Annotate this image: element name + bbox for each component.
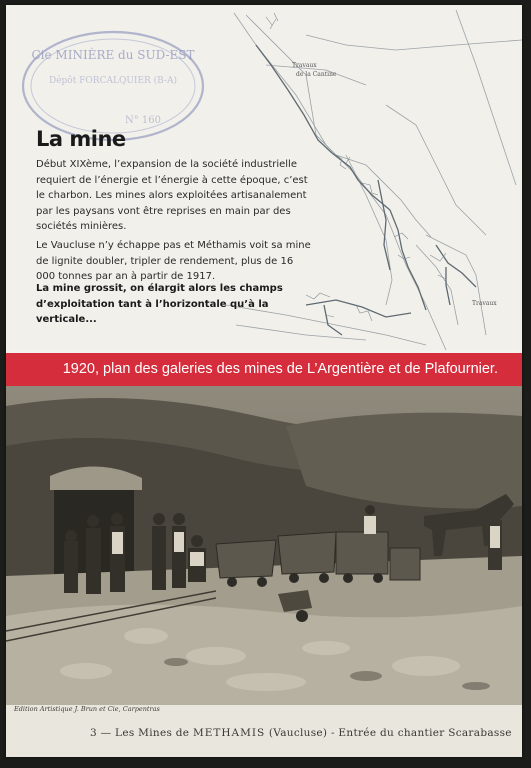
map-caption-banner: [6, 353, 522, 386]
banner-text: 1920, plan des galeries des mines de L’Argentière et de Plafournier.: [62, 361, 498, 377]
historic-mine-photo: [6, 386, 522, 706]
vaucluse-paragraph: Le Vaucluse n’y échappe pas et Méthamis voit sa mine de lignite doubler, tripler de rendement, plus de 16 000 tonnes par an à partir de 1917.: [36, 240, 311, 282]
svg-text:de la Cantine: de la Cantine: [296, 71, 337, 78]
svg-text:N° 160: N° 160: [124, 115, 162, 126]
svg-text:Cie MINIÈRE du SUD-EST: Cie MINIÈRE du SUD-EST: [31, 48, 195, 62]
information-panel: [6, 5, 522, 757]
intro-paragraph: Début XIXème, l’expansion de la société industrielle requiert de l’énergie et l’énergie à cette époque, c’est le charbon. Les mines alors exploitées artisanalement par les paysans vont être reprises en main par des sociétés minières.: [36, 159, 308, 232]
photo-caption: [90, 727, 512, 739]
caption-place: METHAMIS: [192, 727, 266, 739]
expansion-paragraph: La mine grossit, on élargit alors les champs d’exploitation tant à l’horizontale qu’à la verticale...: [36, 283, 283, 325]
svg-text:Travaux: Travaux: [292, 62, 317, 69]
caption-suffix: (Vaucluse) - Entrée du chantier Scarabasse: [268, 727, 512, 739]
svg-text:Dépôt FORCALQUIER (B-A): Dépôt FORCALQUIER (B-A): [48, 76, 178, 86]
photo-credit: Edition Artistique J. Brun et Cie, Carpentras: [14, 705, 160, 713]
section-title: La mine: [36, 127, 126, 151]
svg-text:Travaux: Travaux: [472, 300, 497, 307]
caption-prefix: 3 — Les Mines de: [90, 727, 190, 739]
